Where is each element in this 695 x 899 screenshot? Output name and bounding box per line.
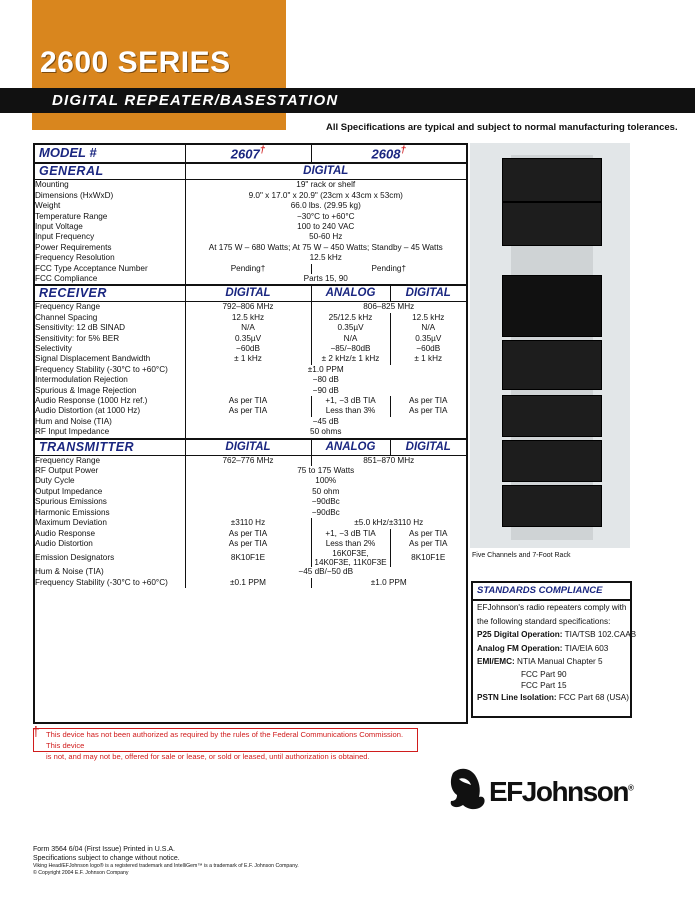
- general-row: [33, 201, 466, 211]
- spec-value: As per TIA: [185, 406, 311, 416]
- rack-unit-1: [502, 158, 602, 202]
- spec-value: −60dB: [185, 344, 311, 354]
- receiver-row: [33, 427, 466, 438]
- spec-value: −30°C to +60°C: [185, 212, 466, 222]
- footer: Form 3564 6/04 (First Issue) Printed in U.S.A. Specifications subject to change without notice. Viking Head/EFJohnson logo® is a registered trademark and IntelliGem™ is a trademark of E.F. Johnson Company. © Copyright 2004 E.F. Johnson Company: [33, 846, 299, 876]
- spec-value: 0.35µV: [311, 323, 390, 333]
- series-title: 2600 SERIES: [40, 46, 231, 79]
- model-2607: 2607†: [185, 143, 311, 163]
- spec-value: 50 ohm: [185, 487, 466, 497]
- spec-value: As per TIA: [185, 396, 311, 406]
- spec-label: Output Impedance: [35, 486, 103, 496]
- spec-label: Spurious Emissions: [35, 497, 107, 507]
- fm-line: Analog FM Operation: TIA/EIA 603: [477, 643, 609, 653]
- general-row: [33, 232, 466, 242]
- spec-label: Spurious & Image Rejection: [35, 385, 137, 395]
- transmitter-row: [33, 529, 466, 539]
- spec-value: ±3110 Hz: [185, 518, 311, 528]
- spec-value: 16K0F3E, 14K0F3E, 11K0F3E: [311, 549, 390, 567]
- spec-label: Selectivity: [35, 344, 72, 354]
- spec-value: −85/−80dB: [311, 344, 390, 354]
- general-row: [33, 191, 466, 201]
- spec-value: Less than 2%: [311, 539, 390, 549]
- spec-value: 12.5 kHz: [390, 313, 466, 323]
- emi-line: EMI/EMC: NTIA Manual Chapter 5: [477, 657, 603, 666]
- spec-label: Frequency Range: [35, 455, 101, 465]
- model-label: MODEL #: [33, 143, 185, 163]
- spec-label: Power Requirements: [35, 242, 112, 252]
- spec-value: 762–776 MHz: [185, 455, 311, 466]
- spec-table: [33, 143, 466, 723]
- general-row: [33, 222, 466, 232]
- spec-value: −45 dB/−50 dB: [185, 567, 466, 577]
- receiver-title: RECEIVER: [33, 285, 185, 302]
- spec-value: 9.0" x 17.0" x 20.9" (23cm x 43cm x 53cm): [185, 191, 466, 201]
- receiver-body: [33, 302, 466, 439]
- general-title: GENERAL: [33, 163, 185, 180]
- spec-value: Less than 3%: [311, 406, 390, 416]
- spec-value: ± 2 kHz/± 1 kHz: [311, 354, 390, 364]
- spec-label: Audio Distortion (at 1000 Hz): [35, 406, 141, 416]
- spec-value: As per TIA: [390, 396, 466, 406]
- spec-value: N/A: [390, 323, 466, 333]
- spec-value: 792–806 MHz: [185, 302, 311, 313]
- spec-value: 806–825 MHz: [311, 302, 466, 313]
- transmitter-row: [33, 476, 466, 486]
- spec-label: Input Voltage: [35, 221, 83, 231]
- spec-label: Audio Response: [35, 528, 96, 538]
- model-2608: 2608†: [311, 143, 466, 163]
- spec-value: −45 dB: [185, 417, 466, 427]
- spec-value: −90 dB: [185, 386, 466, 396]
- transmitter-row: [33, 518, 466, 528]
- spec-value: 100 to 240 VAC: [185, 222, 466, 232]
- spec-value: ±5.0 kHz/±3110 Hz: [311, 518, 466, 528]
- receiver-row: [33, 323, 466, 333]
- spec-value: +1, −3 dB TIA: [311, 396, 390, 406]
- spec-value: 12.5 kHz: [185, 253, 466, 263]
- spec-value: 25/12.5 kHz: [311, 313, 390, 323]
- spec-label: Sensitivity: 12 dB SINAD: [35, 323, 126, 333]
- spec-label: Temperature Range: [35, 211, 108, 221]
- general-row: [33, 180, 466, 191]
- pstn-line: PSTN Line Isolation: FCC Part 68 (USA): [477, 692, 629, 702]
- spec-label: Harmonic Emissions: [35, 507, 110, 517]
- spec-label: Intermodulation Rejection: [35, 375, 128, 385]
- model-row: [33, 143, 466, 163]
- receiver-row: [33, 375, 466, 385]
- spec-label: Input Frequency: [35, 232, 95, 242]
- spec-label: RF Output Power: [35, 466, 99, 476]
- spec-label: Frequency Range: [35, 302, 101, 312]
- spec-value: As per TIA: [390, 529, 466, 539]
- spec-label: Duty Cycle: [35, 476, 75, 486]
- photo-caption: Five Channels and 7-Foot Rack: [472, 552, 571, 559]
- spec-value: 100%: [185, 476, 466, 486]
- rack-panel: [502, 275, 602, 337]
- spec-value: 50-60 Hz: [185, 232, 466, 242]
- spec-value: ±0.1 PPM: [185, 578, 311, 588]
- spec-value: As per TIA: [185, 529, 311, 539]
- spec-value: ±1.0 PPM: [185, 365, 466, 375]
- spec-label: Frequency Stability (-30°C to +60°C): [35, 364, 168, 374]
- spec-label: Emission Designators: [35, 553, 115, 563]
- transmitter-header: TRANSMITTER DIGITAL ANALOG DIGITAL: [33, 439, 466, 456]
- spec-note: All Specifications are typical and subject to normal manufacturing tolerances.: [326, 122, 678, 133]
- logo-text: EFJohnson®: [489, 776, 633, 807]
- rack-unit-4: [502, 395, 602, 437]
- receiver-row: [33, 386, 466, 396]
- p25-line: P25 Digital Operation: TIA/TSB 102.CAAB: [477, 630, 637, 639]
- receiver-row: [33, 396, 466, 406]
- spec-value: 851–870 MHz: [311, 455, 466, 466]
- standards-box: STANDARDS COMPLIANCE EFJohnson's radio repeaters comply with the following standard specifications: P25 Digital Operation: TIA/TSB 102.CAAB Analog FM Operation: TIA/EIA 603 EMI/EMC: NTIA Manual Chapter 5 FCC Part 90 FCC Part 15 PSTN Line Isolation: FCC Part 68 (USA): [471, 581, 632, 718]
- spec-label: Audio Response (1000 Hz ref.): [35, 396, 148, 406]
- spec-value: 19" rack or shelf: [185, 180, 466, 191]
- spec-value: 8K10F1E: [390, 549, 466, 567]
- spec-label: Maximum Deviation: [35, 518, 107, 528]
- receiver-row: [33, 406, 466, 416]
- receiver-header: RECEIVER DIGITAL ANALOG DIGITAL: [33, 285, 466, 302]
- general-body: [33, 180, 466, 264]
- spec-label: Weight: [35, 201, 61, 211]
- spec-value: 0.35µV: [390, 334, 466, 344]
- spec-label: Hum & Noise (TIA): [35, 567, 104, 577]
- receiver-row: [33, 354, 466, 364]
- spec-label: RF Input Impedance: [35, 427, 110, 437]
- spec-value: −90dBc: [185, 497, 466, 507]
- spec-value: 12.5 kHz: [185, 313, 311, 323]
- transmitter-row: [33, 578, 466, 588]
- spec-value: 8K10F1E: [185, 549, 311, 567]
- general-row: [33, 253, 466, 263]
- spec-value: As per TIA: [390, 539, 466, 549]
- rack-unit-3: [502, 340, 602, 390]
- spec-value: +1, −3 dB TIA: [311, 529, 390, 539]
- transmitter-row: [33, 508, 466, 518]
- spec-value: ±1.0 PPM: [311, 578, 466, 588]
- transmitter-row: [33, 549, 466, 567]
- fcc-compliance-row: FCC Compliance Parts 15, 90: [33, 274, 466, 285]
- receiver-row: [33, 302, 466, 313]
- rack-unit-2: [502, 202, 602, 246]
- transmitter-row: [33, 539, 466, 549]
- spec-label: Signal Displacement Bandwidth: [35, 354, 151, 364]
- transmitter-body: [33, 455, 466, 588]
- transmitter-title: TRANSMITTER: [33, 439, 185, 456]
- receiver-row: [33, 334, 466, 344]
- spec-value: As per TIA: [185, 539, 311, 549]
- spec-label: Hum and Noise (TIA): [35, 416, 112, 426]
- spec-value: 66.0 lbs. (29.95 kg): [185, 201, 466, 211]
- transmitter-row: [33, 466, 466, 476]
- spec-label: Dimensions (HxWxD): [35, 190, 114, 200]
- rack-unit-5: [502, 440, 602, 482]
- general-row: [33, 212, 466, 222]
- spec-value: ± 1 kHz: [390, 354, 466, 364]
- spec-label: Channel Spacing: [35, 312, 98, 322]
- spec-value: 75 to 175 Watts: [185, 466, 466, 476]
- general-col-digital: DIGITAL: [185, 163, 466, 180]
- spec-value: As per TIA: [390, 406, 466, 416]
- transmitter-row: [33, 487, 466, 497]
- spec-label: Mounting: [35, 180, 69, 190]
- transmitter-row: [33, 567, 466, 577]
- subtitle: DIGITAL REPEATER/BASESTATION: [52, 92, 339, 109]
- receiver-row: [33, 417, 466, 427]
- standards-title: STANDARDS COMPLIANCE: [473, 583, 630, 601]
- spec-value: At 175 W – 680 Watts; At 75 W – 450 Watts; Standby – 45 Watts: [185, 243, 466, 253]
- fcc-type-row: FCC Type Acceptance Number Pending† Pending†: [33, 264, 466, 274]
- spec-label: Frequency Resolution: [35, 253, 115, 263]
- spec-value: −80 dB: [185, 375, 466, 385]
- rack-unit-6: [502, 485, 602, 527]
- spec-label: Audio Distortion: [35, 538, 93, 548]
- fcc-notice: † This device has not been authorized as required by the rules of the Federal Communications Commission. This device is not, and may not be, offered for sale or lease, or sold or leased, until authorization is obtained.: [33, 728, 418, 752]
- spec-value: ± 1 kHz: [185, 354, 311, 364]
- spec-value: 50 ohms: [185, 427, 466, 438]
- transmitter-row: [33, 455, 466, 466]
- spec-value: N/A: [311, 334, 390, 344]
- spec-value: N/A: [185, 323, 311, 333]
- spec-value: 0.35µV: [185, 334, 311, 344]
- receiver-row: [33, 313, 466, 323]
- spec-value: −60dB: [390, 344, 466, 354]
- general-header: [33, 163, 466, 180]
- spec-label: Sensitivity: for 5% BER: [35, 333, 120, 343]
- receiver-row: [33, 365, 466, 375]
- transmitter-row: [33, 497, 466, 507]
- receiver-row: [33, 344, 466, 354]
- spec-value: −90dBc: [185, 508, 466, 518]
- general-row: [33, 243, 466, 253]
- spec-label: Frequency Stability (-30°C to +60°C): [35, 577, 168, 587]
